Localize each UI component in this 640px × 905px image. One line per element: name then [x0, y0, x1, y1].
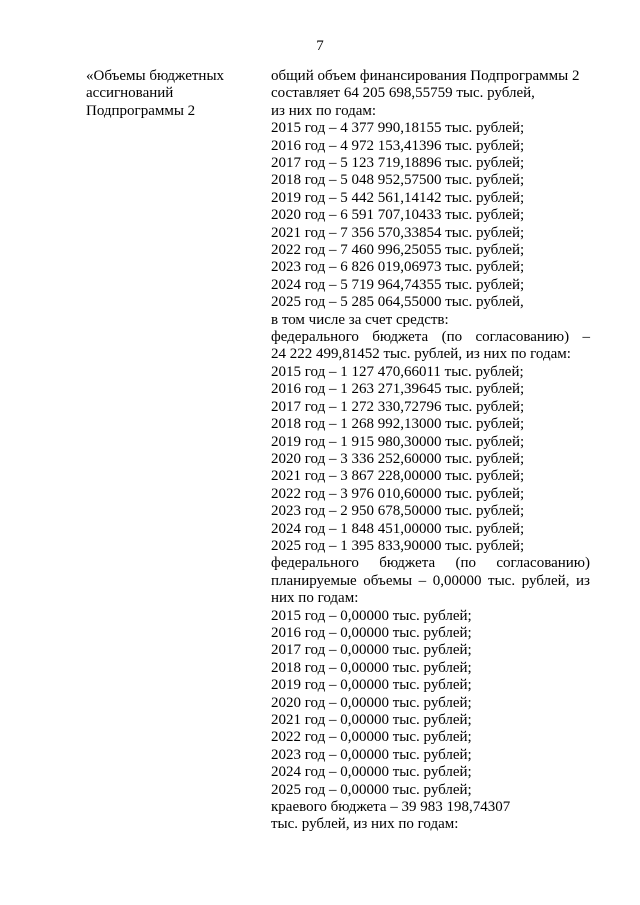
total-year-line: 2019 год – 5 442 561,14142 тыс. рублей; [271, 189, 525, 206]
page-number: 7 [316, 38, 324, 54]
left-line: «Объемы бюджетных [86, 68, 225, 84]
including-line: в том числе за счет средств: [271, 311, 449, 328]
regional-header-line: краевого бюджета – 39 983 198,74307 [271, 799, 511, 816]
federal-year-line: 2018 год – 1 268 992,13000 тыс. рублей; [271, 416, 525, 433]
intro-line: составляет 64 205 698,55759 тыс. рублей, [271, 85, 535, 102]
federal-planned-year-line: 2018 год – 0,00000 тыс. рублей; [271, 659, 472, 676]
federal-planned-year-line: 2020 год – 0,00000 тыс. рублей; [271, 694, 472, 711]
federal-planned-year-line: 2022 год – 0,00000 тыс. рублей; [271, 729, 472, 746]
federal-year-line: 2021 год – 3 867 228,00000 тыс. рублей; [271, 468, 525, 485]
total-year-line: 2018 год – 5 048 952,57500 тыс. рублей; [271, 172, 525, 189]
federal-year-line: 2015 год – 1 127 470,66011 тыс. рублей; [271, 363, 524, 380]
federal-year-line: 2019 год – 1 915 980,30000 тыс. рублей; [271, 433, 525, 450]
right-column [271, 68, 590, 834]
federal-year-line: 2023 год – 2 950 678,50000 тыс. рублей; [271, 503, 525, 520]
federal-year-line: 2022 год – 3 976 010,60000 тыс. рублей; [271, 485, 525, 502]
federal-year-line: 2017 год – 1 272 330,72796 тыс. рублей; [271, 398, 525, 415]
federal-planned-year-line: 2017 год – 0,00000 тыс. рублей; [271, 642, 472, 659]
left-column [86, 68, 251, 120]
left-line: ассигнований [86, 85, 174, 102]
total-year-line: 2023 год – 6 826 019,06973 тыс. рублей; [271, 259, 525, 276]
left-line: Подпрограммы 2 [86, 102, 196, 119]
federal-planned-year-line: 2025 год – 0,00000 тыс. рублей; [271, 781, 472, 798]
federal-year-line: 2025 год – 1 395 833,90000 тыс. рублей; [271, 537, 525, 554]
total-year-line: 2025 год – 5 285 064,55000 тыс. рублей, [271, 294, 524, 311]
federal-year-line: 2016 год – 1 263 271,39645 тыс. рублей; [271, 381, 525, 398]
federal-planned-year-line: 2015 год – 0,00000 тыс. рублей; [271, 607, 472, 624]
regional-header-line: тыс. рублей, из них по годам: [271, 816, 459, 833]
federal-planned-year-line: 2024 год – 0,00000 тыс. рублей; [271, 764, 472, 781]
federal-planned-year-line: 2021 год – 0,00000 тыс. рублей; [271, 711, 472, 728]
intro-line: общий объем финансирования Подпрограммы 2 [271, 68, 580, 84]
total-year-line: 2017 год – 5 123 719,18896 тыс. рублей; [271, 155, 525, 172]
federal-planned-year-line: 2019 год – 0,00000 тыс. рублей; [271, 677, 472, 694]
total-year-line: 2016 год – 4 972 153,41396 тыс. рублей; [271, 137, 525, 154]
federal-year-line: 2024 год – 1 848 451,00000 тыс. рублей; [271, 520, 525, 537]
federal-header-line: федерального бюджета (по согласованию) – [271, 329, 590, 346]
federal-planned-year-line: 2023 год – 0,00000 тыс. рублей; [271, 746, 472, 763]
total-year-line: 2015 год – 4 377 990,18155 тыс. рублей; [271, 120, 525, 137]
federal-planned-header-line: федерального бюджета (по согласованию) [271, 555, 590, 572]
federal-planned-header-line: планируемые объемы – 0,00000 тыс. рублей, из [271, 572, 590, 589]
total-year-line: 2021 год – 7 356 570,33854 тыс. рублей; [271, 224, 525, 241]
federal-planned-header-line: них по годам: [271, 590, 359, 607]
intro-line: из них по годам: [271, 102, 377, 119]
federal-year-line: 2020 год – 3 336 252,60000 тыс. рублей; [271, 450, 525, 467]
total-year-line: 2022 год – 7 460 996,25055 тыс. рублей; [271, 242, 525, 259]
federal-planned-year-line: 2016 год – 0,00000 тыс. рублей; [271, 624, 472, 641]
total-year-line: 2020 год – 6 591 707,10433 тыс. рублей; [271, 207, 525, 224]
total-year-line: 2024 год – 5 719 964,74355 тыс. рублей; [271, 276, 525, 293]
federal-header-line: 24 222 499,81452 тыс. рублей, из них по годам: [271, 346, 571, 363]
